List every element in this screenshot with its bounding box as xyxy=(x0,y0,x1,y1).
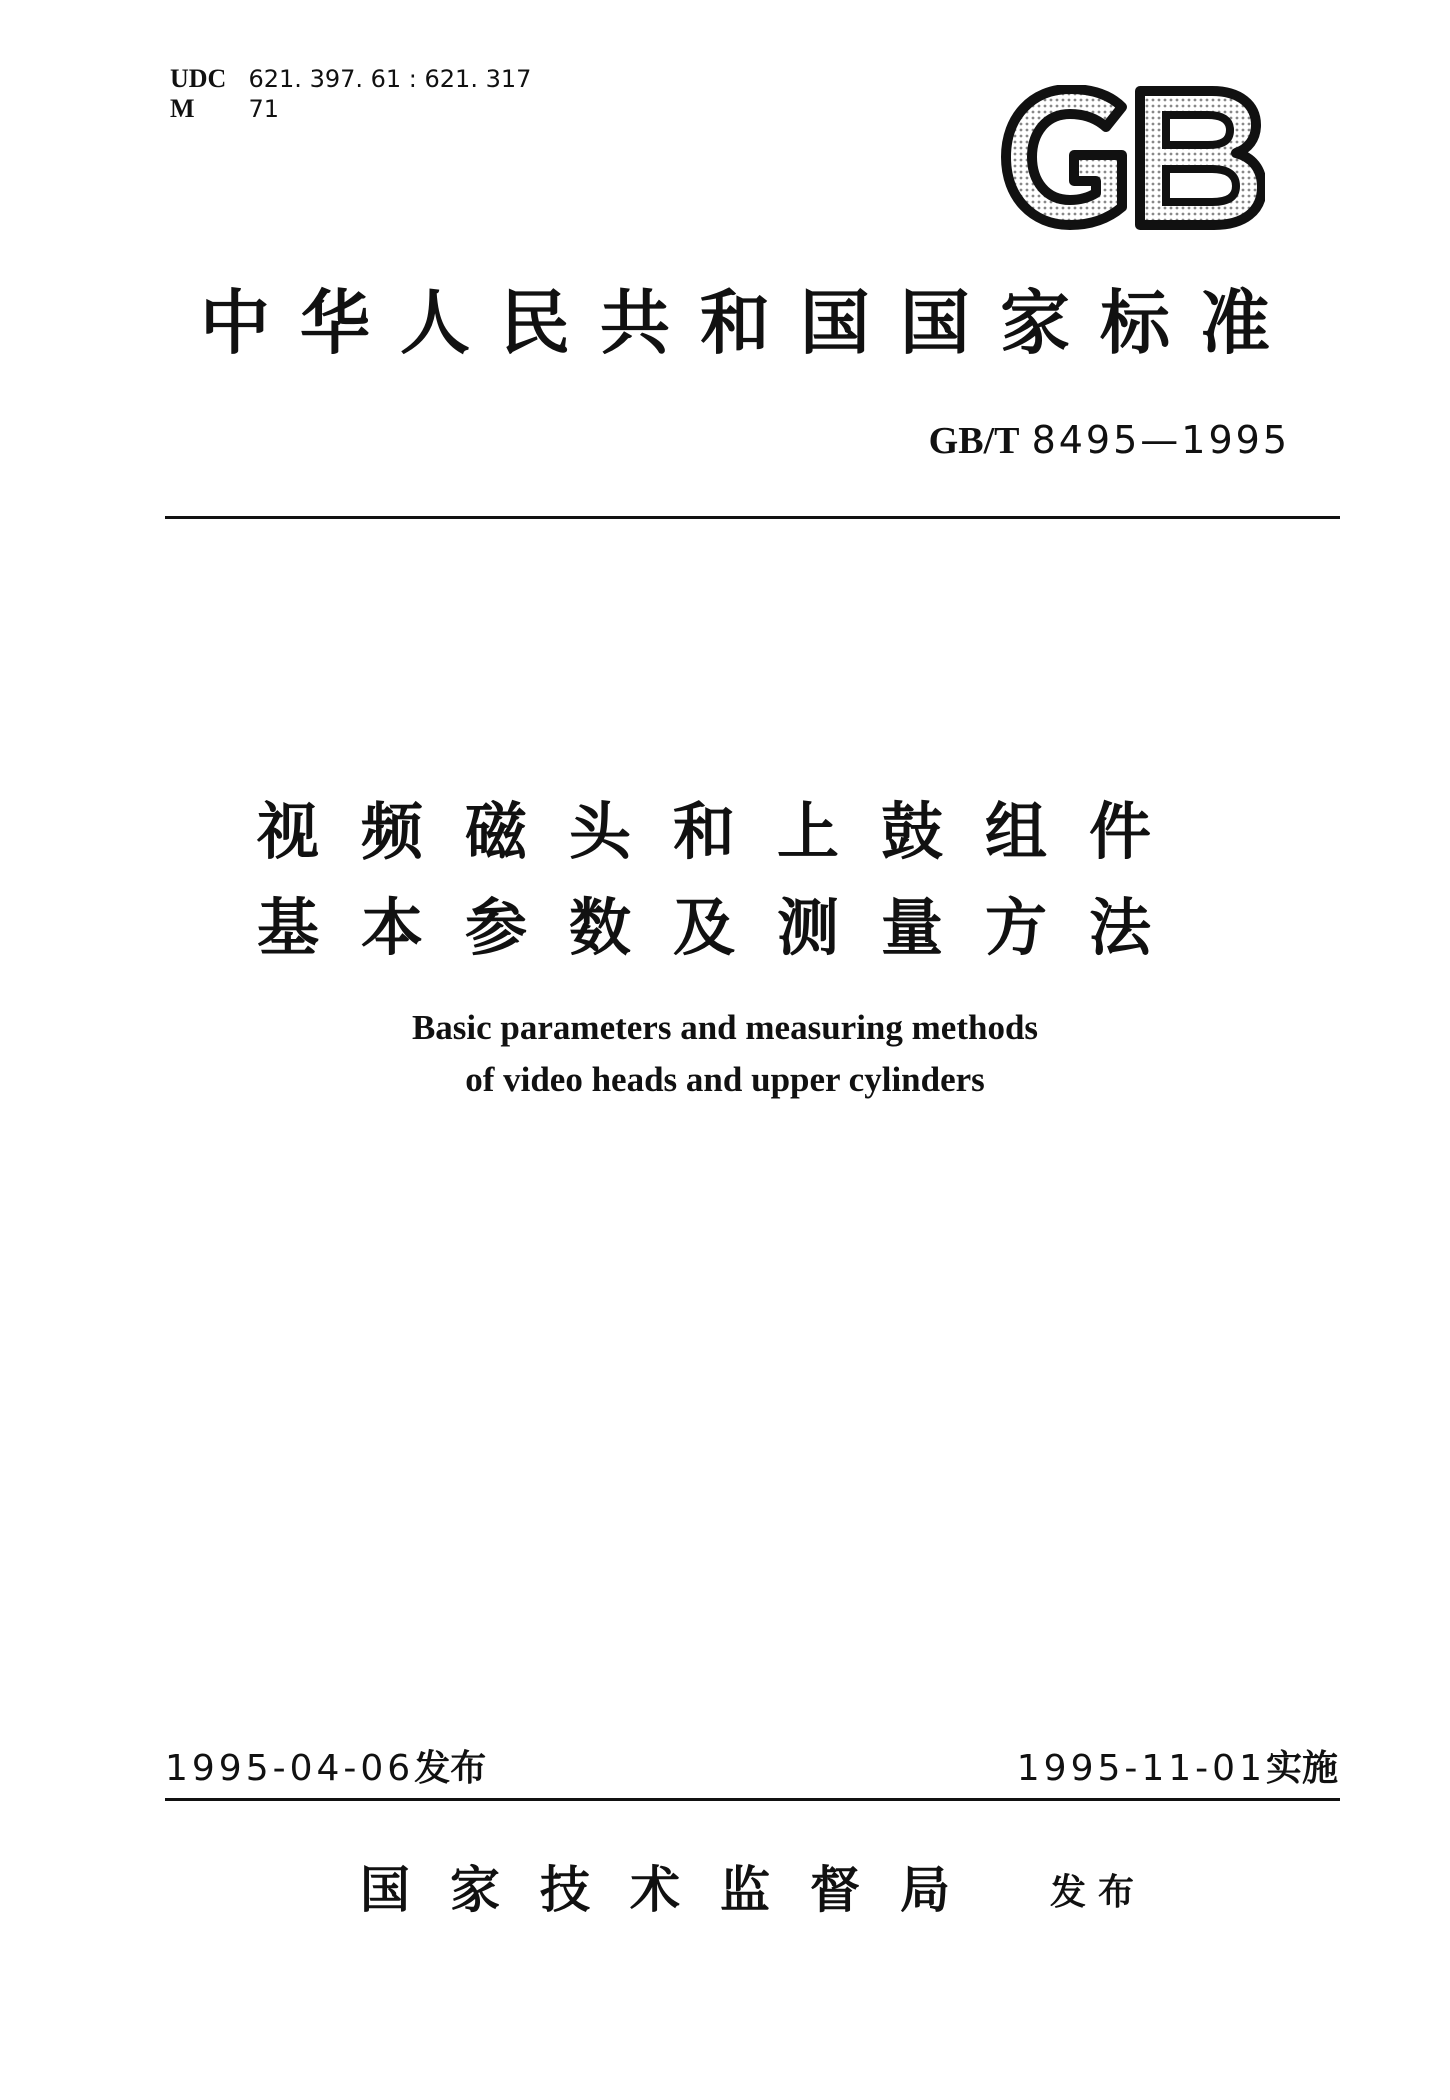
issue-date xyxy=(165,1745,486,1793)
standard-code-prefix: GB/T xyxy=(928,420,1020,462)
issue-date-value: 1995-04-06 xyxy=(165,1748,415,1789)
gb-logo-icon xyxy=(1000,85,1265,230)
m-value: 71 xyxy=(248,95,280,123)
title-cn-line-2: 基本参数及测量方法 xyxy=(256,891,1193,964)
top-divider xyxy=(165,516,1340,519)
standard-code xyxy=(929,418,1290,463)
m-label: M xyxy=(170,94,195,123)
title-en-line-2: of video heads and upper cylinders xyxy=(465,1060,985,1099)
udc-value: 621. 397. 61 : 621. 317 xyxy=(248,65,532,93)
udc-label: UDC xyxy=(170,64,227,93)
udc-line xyxy=(170,64,531,94)
issue-date-label: 发布 xyxy=(414,1748,487,1789)
title-cn-line-1: 视频磁头和上鼓组件 xyxy=(256,795,1193,868)
m-line xyxy=(170,94,531,124)
effective-date xyxy=(1017,1745,1338,1793)
udc-block xyxy=(170,64,531,124)
effective-date-label: 实施 xyxy=(1265,1748,1338,1789)
standard-code-number: 8495—1995 xyxy=(1031,418,1290,462)
standard-name: 中华人民共和国国家标准 xyxy=(200,282,1300,364)
effective-date-value: 1995-11-01 xyxy=(1016,1748,1266,1789)
bottom-divider xyxy=(165,1798,1340,1801)
issuer-action: 发布 xyxy=(1050,1872,1147,1913)
title-en-line-1: Basic parameters and measuring methods xyxy=(411,1008,1039,1047)
issuer-name: 国家技术监督局 xyxy=(360,1861,990,1919)
gb-logo xyxy=(1000,85,1265,230)
